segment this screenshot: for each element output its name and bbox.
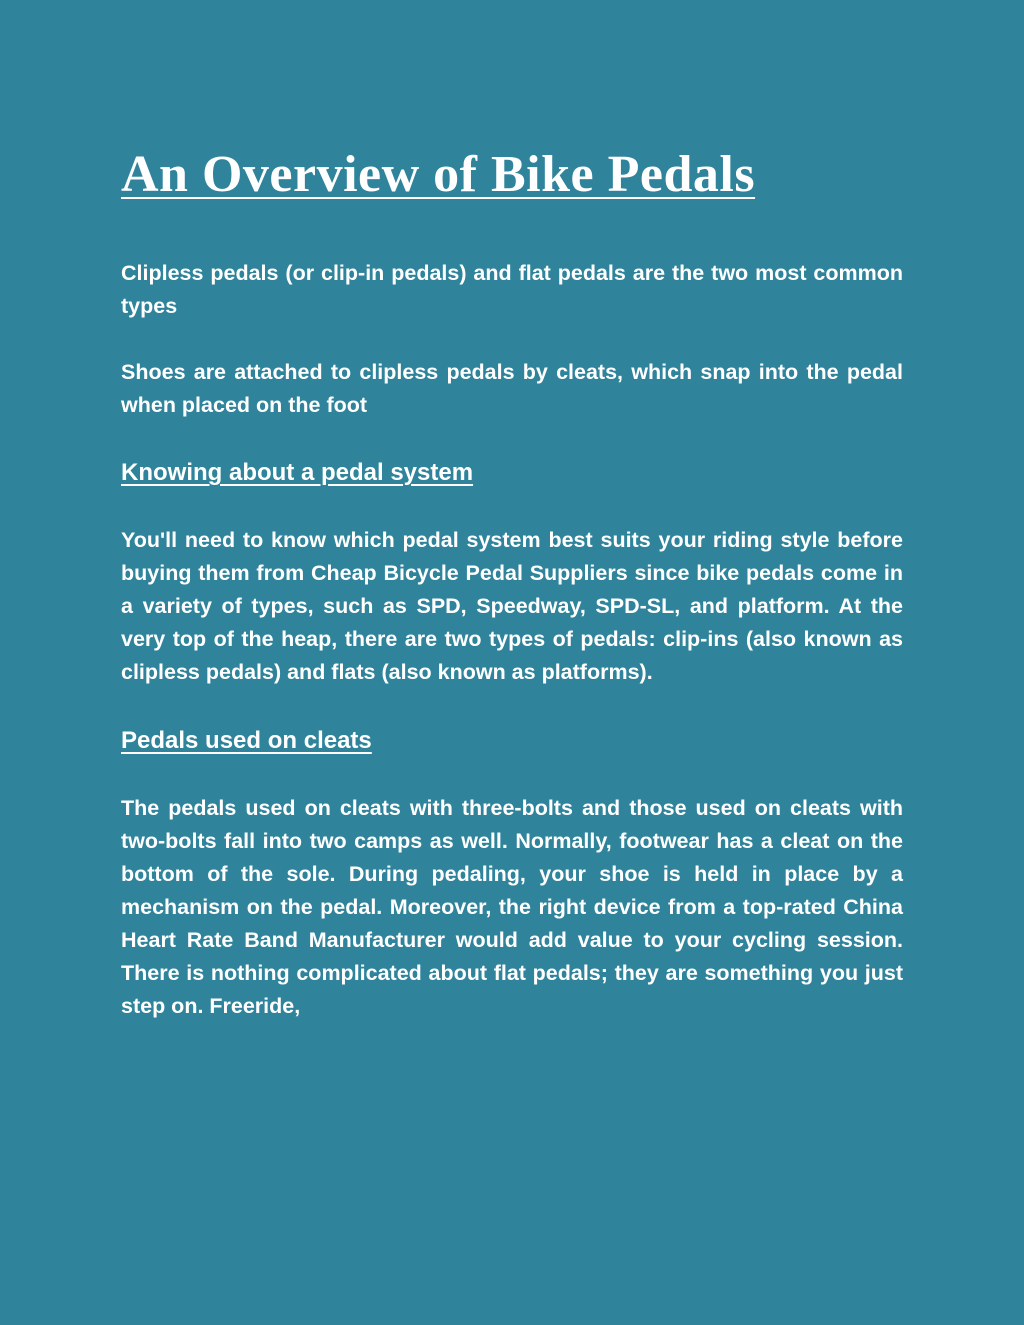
section-body-pedal-system: You'll need to know which pedal system best suits your riding style before buying them from Cheap Bicycle Pedal Suppliers since bike pedals come in a variety of types, such as SPD, Speedway, SPD-SL, and platform. At the very top of the heap, there are two types of pedals: clip-ins (also known as clipless pedals) and flats (also known as platforms). — [121, 528, 903, 684]
section-heading-pedal-system: Knowing about a pedal system — [121, 459, 474, 486]
page-title — [121, 140, 903, 210]
intro-paragraph-2: Shoes are attached to clipless pedals by cleats, which snap into the pedal when placed on the foot — [121, 360, 903, 417]
document-page — [121, 140, 903, 1023]
intro-paragraph-1: Clipless pedals (or clip-in pedals) and flat pedals are the two most common types — [121, 261, 903, 318]
page-title-text: An Overview of Bike Pedals — [121, 146, 756, 203]
section-heading-cleats: Pedals used on cleats — [121, 727, 372, 754]
section-body-cleats: The pedals used on cleats with three-bolts and those used on cleats with two-bolts fall into two camps as well. Normally, footwear has a cleat on the bottom of the sole. During pedaling, your shoe is held in place by a mechanism on the pedal. Moreover, the right device from a top-rated China Heart Rate Band Manufacturer would add value to your cycling session. There is nothing complicated about flat pedals; they are something you just step on. Freeride, — [121, 796, 903, 1018]
